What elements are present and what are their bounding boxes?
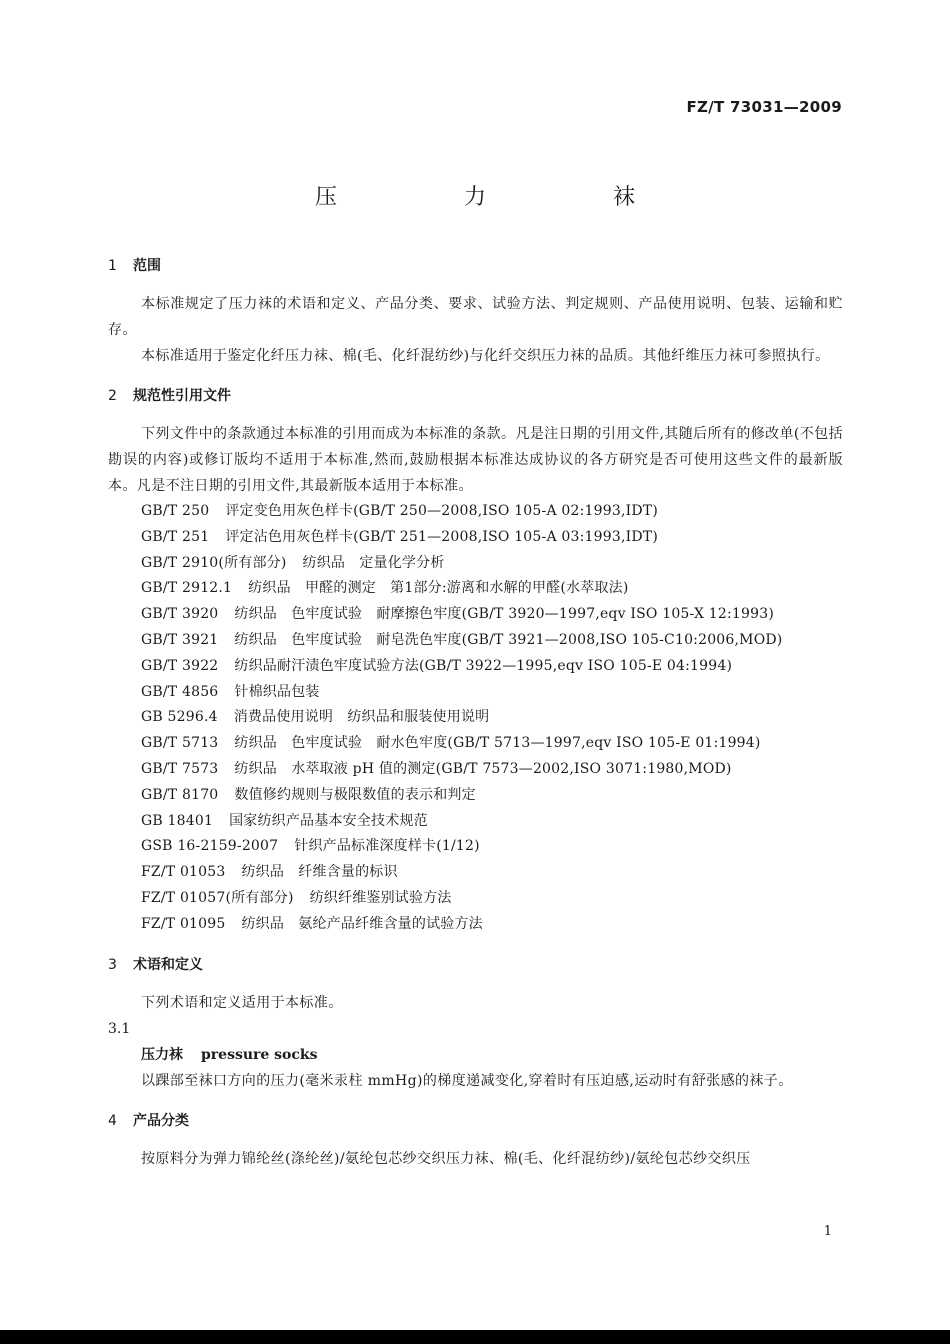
paragraph: 本标准规定了压力袜的术语和定义、产品分类、要求、试验方法、判定规则、产品使用说明、包装、运输和贮存。 — [108, 296, 843, 338]
reference-code: GB 5296.4 — [141, 709, 218, 726]
document-title: 压 力 袜 — [315, 185, 695, 210]
section-number: 2 — [108, 388, 117, 404]
reference-title: 纺织品 甲醛的测定 第1部分:游离和水解的甲醛(水萃取法) — [248, 580, 629, 597]
reference-item — [108, 757, 843, 783]
reference-code: GB/T 251 — [141, 528, 210, 545]
page-number: 1 — [823, 1224, 832, 1239]
reference-title: 针棉织品包装 — [234, 683, 320, 700]
reference-item — [108, 576, 843, 602]
reference-item — [108, 834, 843, 860]
reference-code: GB/T 4856 — [141, 683, 219, 700]
section-title: 规范性引用文件 — [133, 388, 231, 404]
term-entry — [108, 1042, 843, 1068]
reference-item — [108, 628, 843, 654]
reference-title: 纺织品 定量化学分析 — [302, 554, 445, 571]
document-body — [108, 253, 843, 1172]
section-1-heading — [108, 253, 843, 279]
section-number: 3 — [108, 956, 117, 973]
section-2-heading — [108, 383, 843, 409]
reference-code: GB/T 5713 — [141, 735, 219, 752]
bottom-border — [0, 1330, 950, 1344]
reference-code: GB/T 3920 — [141, 606, 219, 623]
reference-item — [108, 886, 843, 912]
term-chinese: 压力袜 — [141, 1046, 183, 1063]
reference-title: 消费品使用说明 纺织品和服装使用说明 — [233, 709, 490, 726]
reference-code: GB/T 3922 — [141, 657, 219, 674]
term-english: pressure socks — [201, 1046, 318, 1063]
reference-title: 纺织品 氨纶产品纤维含量的试验方法 — [241, 915, 483, 932]
reference-item — [108, 525, 843, 551]
reference-item — [108, 860, 843, 886]
reference-item — [108, 783, 843, 809]
subsection-number: 3.1 — [108, 1020, 131, 1037]
section-3-heading — [108, 952, 843, 978]
paragraph: 按原料分为弹力锦纶丝(涤纶丝)/氨纶包芯纱交织压力袜、棉(毛、化纤混纺纱)/氨纶包芯纱交织压 — [141, 1150, 751, 1167]
reference-item — [108, 731, 843, 757]
section-number: 1 — [108, 258, 117, 274]
term-definition: 以踝部至袜口方向的压力(毫米汞柱 mmHg)的梯度递减变化,穿着时有压迫感,运动时有舒张感的袜子。 — [141, 1072, 793, 1089]
reference-code: GB/T 2910(所有部分) — [141, 554, 287, 571]
reference-code: GSB 16-2159-2007 — [141, 838, 279, 855]
reference-code: FZ/T 01053 — [141, 864, 226, 881]
reference-item — [108, 551, 843, 577]
reference-title: 纺织品 色牢度试验 耐皂洗色牢度(GB/T 3921—2008,ISO 105-C10:2006,MOD) — [234, 631, 783, 648]
reference-item — [108, 654, 843, 680]
section-title: 范围 — [133, 258, 161, 274]
reference-title: 数值修约规则与极限数值的表示和判定 — [234, 786, 476, 803]
reference-item — [108, 602, 843, 628]
reference-code: FZ/T 01057(所有部分) — [141, 889, 294, 906]
reference-code: GB 18401 — [141, 812, 214, 829]
reference-title: 纺织品 水萃取液 pH 值的测定(GB/T 7573—2002,ISO 3071:1980,MOD) — [234, 760, 732, 777]
section-title: 产品分类 — [133, 1112, 189, 1129]
section-4-heading — [108, 1108, 843, 1134]
reference-item — [108, 912, 843, 938]
section-number: 4 — [108, 1112, 117, 1129]
reference-item — [108, 499, 843, 525]
reference-title: 纺织品耐汗渍色牢度试验方法(GB/T 3922—1995,eqv ISO 105-E 04:1994) — [234, 657, 733, 674]
reference-title: 评定变色用灰色样卡(GB/T 250—2008,ISO 105-A 02:1993,IDT) — [225, 503, 658, 519]
reference-code: GB/T 7573 — [141, 760, 219, 777]
reference-title: 评定沾色用灰色样卡(GB/T 251—2008,ISO 105-A 03:1993,IDT) — [225, 528, 658, 545]
reference-code: GB/T 2912.1 — [141, 580, 233, 597]
reference-title: 国家纺织产品基本安全技术规范 — [229, 812, 428, 829]
reference-title: 纺织品 纤维含量的标识 — [241, 864, 398, 881]
section-title: 术语和定义 — [133, 956, 203, 973]
reference-code: GB/T 3921 — [141, 631, 219, 648]
reference-title: 纺织纤维鉴别试验方法 — [309, 889, 452, 906]
reference-list — [108, 499, 843, 938]
reference-item — [108, 705, 843, 731]
reference-code: GB/T 8170 — [141, 786, 219, 803]
reference-title: 纺织品 色牢度试验 耐水色牢度(GB/T 5713—1997,eqv ISO 105-E 01:1994) — [234, 735, 761, 752]
standard-number: FZ/T 73031—2009 — [686, 98, 842, 116]
reference-title: 针织产品标准深度样卡(1/12) — [294, 838, 480, 855]
reference-item — [108, 680, 843, 706]
paragraph: 下列文件中的条款通过本标准的引用而成为本标准的条款。凡是注日期的引用文件,其随后所有的修改单(不包括勘误的内容)或修订版均不适用于本标准,然而,鼓励根据本标准达成协议的各方研究是否可使用这些文件的最新版本。凡是不注日期的引用文件,其最新版本适用于本标准。 — [108, 426, 843, 494]
reference-item — [108, 809, 843, 835]
paragraph: 下列术语和定义适用于本标准。 — [141, 994, 343, 1011]
reference-title: 纺织品 色牢度试验 耐摩擦色牢度(GB/T 3920—1997,eqv ISO 105-X 12:1993) — [234, 606, 774, 623]
reference-code: GB/T 250 — [141, 503, 210, 519]
reference-code: FZ/T 01095 — [141, 915, 226, 932]
paragraph: 本标准适用于鉴定化纤压力袜、棉(毛、化纤混纺纱)与化纤交织压力袜的品质。其他纤维压力袜可参照执行。 — [141, 348, 830, 364]
